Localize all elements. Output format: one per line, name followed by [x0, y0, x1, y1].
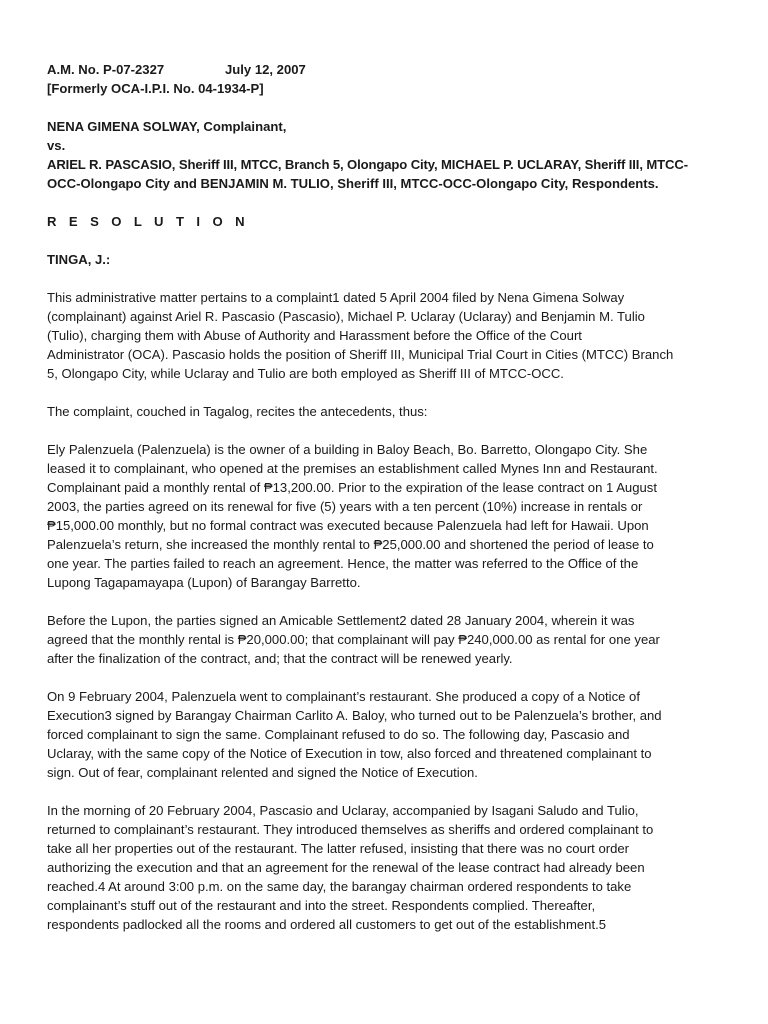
paragraph-line: Palenzuela’s return, she increased the monthly rental to ₱25,000.00 and shortened the period of lease to: [47, 537, 654, 552]
paragraph-line: On 9 February 2004, Palenzuela went to complainant’s restaurant. She produced a copy of a Notice of: [47, 689, 640, 704]
paragraph-4: [47, 611, 720, 668]
paragraph-line: one year. The parties failed to reach an agreement. Hence, the matter was referred to the Office of the: [47, 556, 639, 571]
paragraph-line: In the morning of 20 February 2004, Pascasio and Uclaray, accompanied by Isagani Saludo and Tulio,: [47, 803, 639, 818]
paragraph-5: [47, 687, 720, 782]
paragraph-line: This administrative matter pertains to a complaint1 dated 5 April 2004 filed by Nena Gimena Solway: [47, 290, 625, 305]
respondents-line-1: ARIEL R. PASCASIO, Sheriff III, MTCC, Branch 5, Olongapo City, MICHAEL P. UCLARAY, Sheriff III, MTCC-: [47, 157, 688, 172]
paragraph-line: 5, Olongapo City, while Uclaray and Tulio are both employed as Sheriff III of MTCC-OCC.: [47, 366, 564, 381]
paragraph-line: Lupong Tagapamayapa (Lupon) of Barangay Barretto.: [47, 575, 361, 590]
formerly-case-number: [Formerly OCA-I.P.I. No. 04-1934-P]: [47, 81, 264, 96]
paragraph-line: ₱15,000.00 monthly, but no formal contract was executed because Palenzuela had left for Hawaii. Upon: [47, 518, 649, 533]
paragraph-line: take all her properties out of the restaurant. The latter refused, insisting that there was no court order: [47, 841, 630, 856]
paragraph-line: leased it to complainant, who opened at the premises an establishment called Mynes Inn and Restaurant.: [47, 461, 658, 476]
respondents-line-2: OCC-Olongapo City and BENJAMIN M. TULIO, Sheriff III, MTCC-OCC-Olongapo City, Respondents.: [47, 176, 659, 191]
case-date: July 12, 2007: [225, 62, 306, 77]
paragraph-line: Uclaray, with the same copy of the Notice of Execution in tow, also forced and threatened complainant to: [47, 746, 652, 761]
case-number: A.M. No. P-07-2327: [47, 62, 165, 77]
paragraph-line: after the finalization of the contract, and; that the contract will be renewed yearly.: [47, 651, 513, 666]
paragraph-line: (Tulio), charging them with Abuse of Authority and Harassment before the Office of the Court: [47, 328, 582, 343]
paragraph-line: Execution3 signed by Barangay Chairman Carlito A. Baloy, who turned out to be Palenzuela’s brother, and: [47, 708, 662, 723]
versus-line: vs.: [47, 138, 66, 153]
ponente: TINGA, J.:: [47, 252, 111, 267]
paragraph-line: reached.4 At around 3:00 p.m. on the same day, the barangay chairman ordered respondents to take: [47, 879, 632, 894]
paragraph-line: The complaint, couched in Tagalog, recites the antecedents, thus:: [47, 404, 428, 419]
paragraph-line: authorizing the execution and that an agreement for the renewal of the lease contract had already been: [47, 860, 645, 875]
paragraph-line: Administrator (OCA). Pascasio holds the position of Sheriff III, Municipal Trial Court in Cities (MTCC) Branch: [47, 347, 674, 362]
paragraph-2: [47, 402, 720, 421]
resolution-heading: R E S O L U T I O N: [47, 214, 249, 229]
paragraph-line: Complainant paid a monthly rental of ₱13,200.00. Prior to the expiration of the lease contract on 1 August: [47, 480, 657, 495]
document-page: [47, 60, 720, 934]
paragraph-3: [47, 440, 720, 592]
paragraph-line: (complainant) against Ariel R. Pascasio (Pascasio), Michael P. Uclaray (Uclaray) and Benjamin M. Tulio: [47, 309, 645, 324]
paragraph-line: Before the Lupon, the parties signed an Amicable Settlement2 dated 28 January 2004, wherein it was: [47, 613, 635, 628]
paragraph-line: returned to complainant’s restaurant. They introduced themselves as sheriffs and ordered complainant to: [47, 822, 654, 837]
case-header-line: [47, 60, 720, 79]
paragraph-line: agreed that the monthly rental is ₱20,000.00; that complainant will pay ₱240,000.00 as rental for one year: [47, 632, 660, 647]
paragraph-line: 2003, the parties agreed on its renewal for five (5) years with a ten percent (10%) increase in rentals or: [47, 499, 643, 514]
paragraph-line: forced complainant to sign the same. Complainant refused to do so. The following day, Pascasio and: [47, 727, 630, 742]
paragraph-1: [47, 288, 720, 383]
paragraph-6: [47, 801, 720, 934]
complainant-line: NENA GIMENA SOLWAY, Complainant,: [47, 119, 287, 134]
paragraph-line: sign. Out of fear, complainant relented and signed the Notice of Execution.: [47, 765, 478, 780]
paragraph-line: complainant’s stuff out of the restaurant and into the street. Respondents complied. Thereafter,: [47, 898, 596, 913]
paragraph-line: Ely Palenzuela (Palenzuela) is the owner of a building in Baloy Beach, Bo. Barretto, Olongapo City. She: [47, 442, 648, 457]
paragraph-line: respondents padlocked all the rooms and ordered all customers to get out of the establishment.5: [47, 917, 606, 932]
